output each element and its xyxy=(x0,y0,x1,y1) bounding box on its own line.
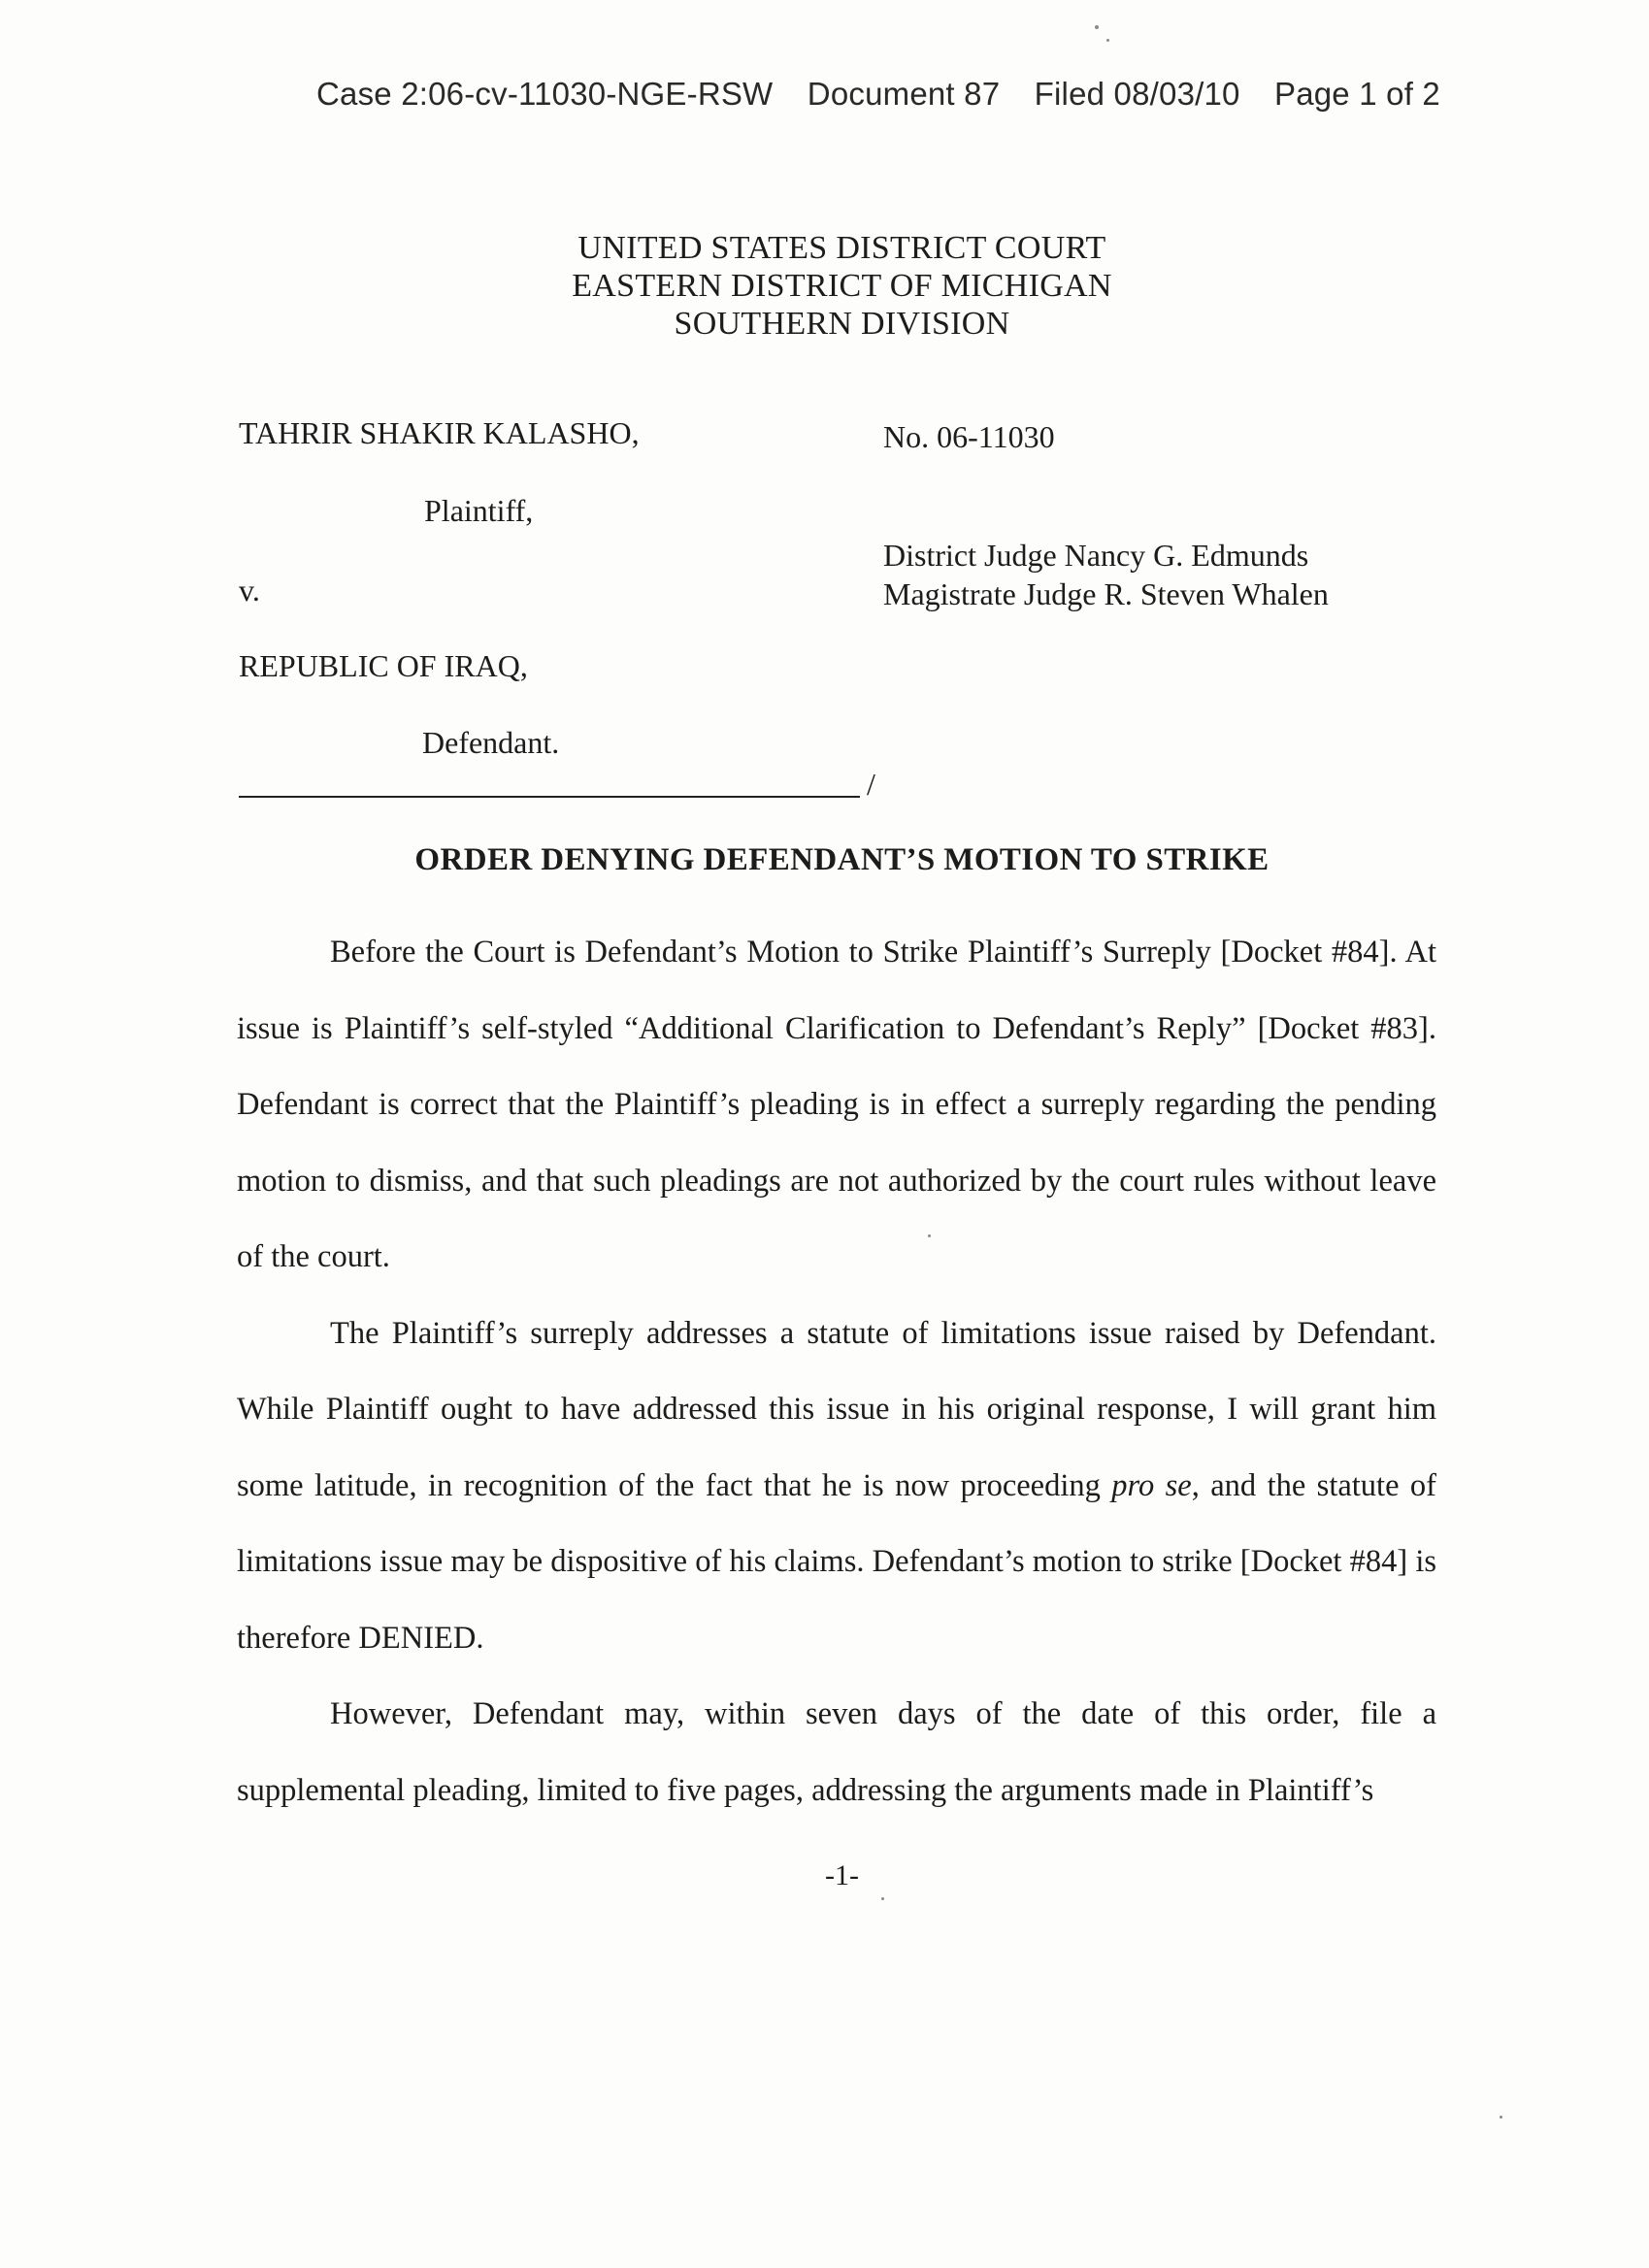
court-heading xyxy=(0,229,1649,343)
scan-speck xyxy=(1095,25,1099,29)
order-body xyxy=(237,914,1436,1828)
court-name: UNITED STATES DISTRICT COURT xyxy=(577,230,1106,266)
page-number: -1- xyxy=(825,1859,859,1891)
magistrate-judge: Magistrate Judge R. Steven Whalen xyxy=(883,576,1329,611)
versus-label: v. xyxy=(239,573,260,608)
paragraph-3: However, Defendant may, within seven days of the date of this order, file a supplemental pleading, limited to five pages, addressing the arguments made in Plaintiff’s xyxy=(237,1696,1436,1808)
order-title: ORDER DENYING DEFENDANT’S MOTION TO STRIKE xyxy=(414,842,1270,877)
docket-number: No. 06-11030 xyxy=(883,419,1055,454)
scan-speck xyxy=(881,1897,884,1900)
pro-se-term: pro se xyxy=(1111,1467,1192,1503)
plaintiff-name: TAHRIR SHAKIR KALASHO, xyxy=(239,415,640,450)
caption-slash: / xyxy=(867,767,875,802)
caption-rule-line xyxy=(239,796,860,798)
page-count-stamp: Page 1 of 2 xyxy=(1273,76,1440,112)
paragraph-2-text-b: , and the statute of limitations issue may be dispositive of his claims. Defendant’s motion to strike [Docket #84] is therefore DENIED. xyxy=(237,1467,1436,1656)
document-number-stamp: Document 87 xyxy=(807,76,1001,112)
district-judge: District Judge Nancy G. Edmunds xyxy=(883,538,1309,573)
scan-speck xyxy=(1500,2116,1502,2119)
defendant-name: REPUBLIC OF IRAQ, xyxy=(239,648,528,683)
paragraph-2 xyxy=(237,1296,1436,1677)
filed-date-stamp: Filed 08/03/10 xyxy=(1034,76,1240,112)
defendant-role: Defendant. xyxy=(422,725,560,760)
ecf-header-stamp xyxy=(316,76,1440,113)
paragraph-2-text-a: The Plaintiff’s surreply addresses a statute of limitations issue raised by Defendant. While Plaintiff ought to have addressed this issue in his original response, I will grant him some latitude, in recognition of the fact that he is now proceeding xyxy=(237,1315,1436,1503)
scan-speck xyxy=(928,1234,931,1237)
plaintiff-role: Plaintiff, xyxy=(424,493,534,528)
scan-speck xyxy=(1106,39,1109,42)
court-division: SOUTHERN DIVISION xyxy=(674,306,1010,342)
paragraph-1: Before the Court is Defendant’s Motion to Strike Plaintiff’s Surreply [Docket #84]. At issue is Plaintiff’s self-styled “Additional Clarification to Defendant’s Reply” [Docket #83]. Defendant is correct that the Plaintiff’s pleading is in effect a surreply regarding the pending motion to dismiss, and that such pleadings are not authorized by the court rules without leave of the court. xyxy=(237,935,1436,1274)
court-district: EASTERN DISTRICT OF MICHIGAN xyxy=(572,268,1112,304)
case-number-stamp: Case 2:06-cv-11030-NGE-RSW xyxy=(316,76,774,112)
